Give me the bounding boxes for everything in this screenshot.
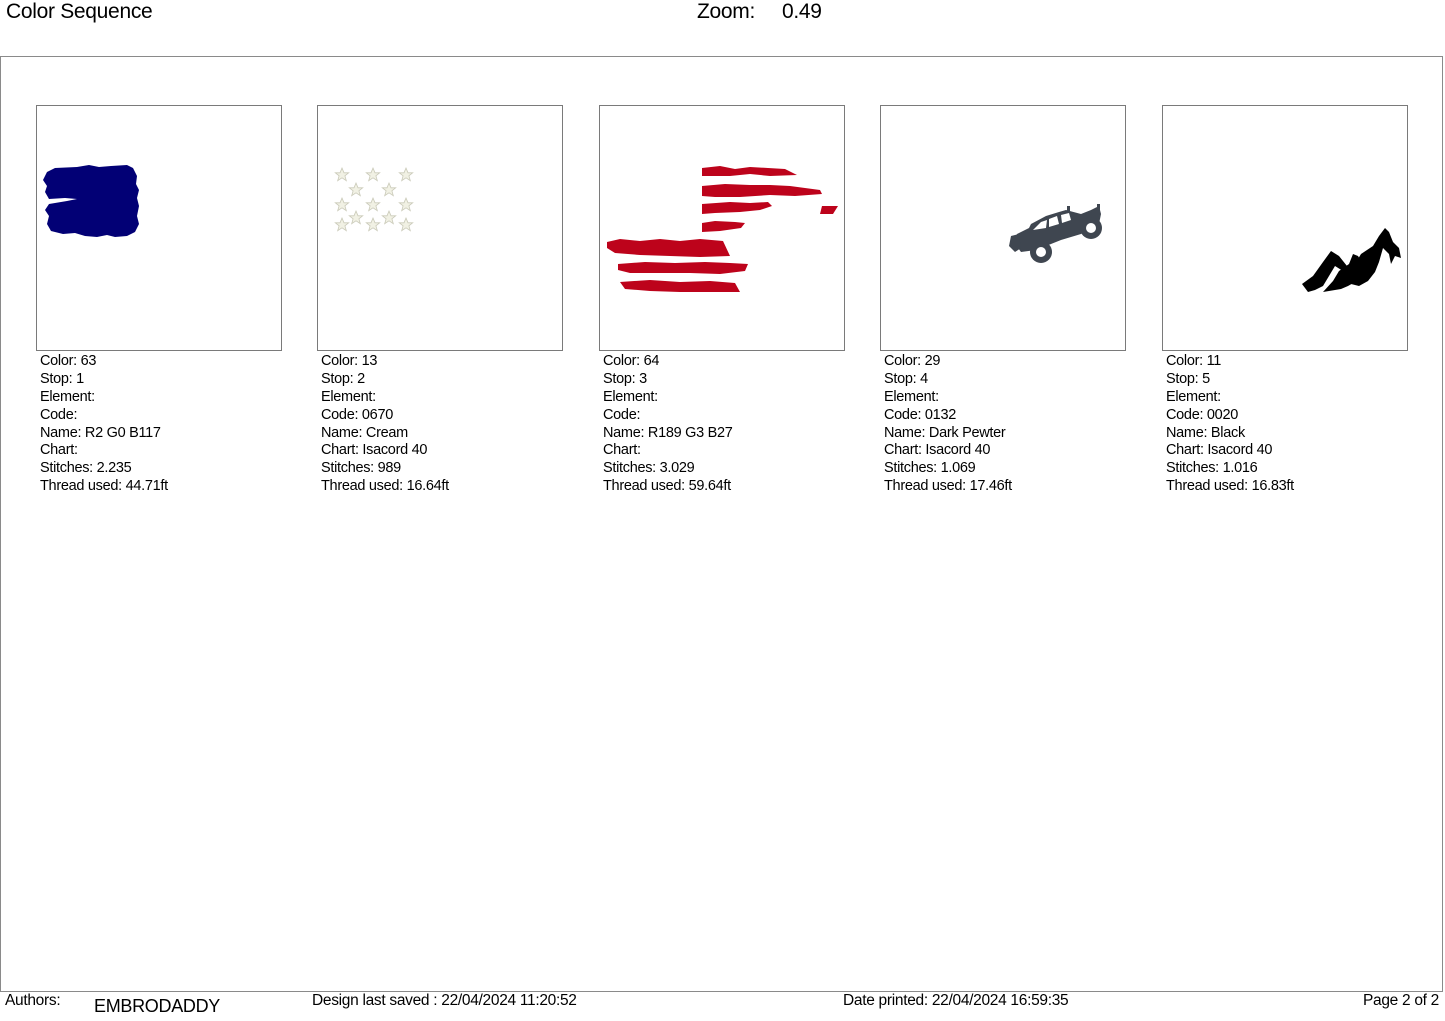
color-number: Color: 64 (603, 353, 660, 369)
cream-stars-icon (318, 106, 563, 351)
jeep-icon (881, 106, 1126, 351)
thread-used: Thread used: 17.46ft (884, 478, 1012, 495)
design-last-saved: Design last saved : 22/04/2024 11:20:52 (312, 992, 577, 1009)
thread-used: Thread used: 59.64ft (603, 478, 731, 495)
stop-number: Stop: 2 (321, 370, 365, 387)
navy-blue-field-icon (37, 106, 282, 351)
date-printed: Date printed: 22/04/2024 16:59:35 (843, 992, 1069, 1009)
element: Element: (321, 388, 376, 405)
element: Element: (40, 388, 95, 405)
thread-name: Name: Cream (321, 424, 408, 441)
element: Element: (884, 388, 939, 405)
chart: Chart: (40, 442, 78, 459)
code: Code: (40, 406, 78, 423)
color-number: Color: 29 (884, 353, 941, 369)
stitches: Stitches: 989 (321, 460, 401, 477)
thumbnail (317, 105, 563, 351)
code: Code: 0670 (321, 406, 393, 423)
color-number: Color: 13 (321, 353, 378, 369)
color-number: Color: 63 (40, 353, 97, 369)
thumbnail (880, 105, 1126, 351)
thread-used: Thread used: 44.71ft (40, 478, 168, 495)
stitches: Stitches: 1.016 (1166, 460, 1258, 477)
thread-name: Name: R189 G3 B27 (603, 424, 733, 441)
thread-name: Name: Black (1166, 424, 1245, 441)
code: Code: 0132 (884, 406, 956, 423)
thread-used: Thread used: 16.83ft (1166, 478, 1294, 495)
chart: Chart: (603, 442, 641, 459)
thumbnail (599, 105, 845, 351)
code: Code: (603, 406, 641, 423)
page-number: Page 2 of 2 (1363, 992, 1439, 1009)
thumbnail (1162, 105, 1408, 351)
red-stripes-icon (600, 106, 845, 351)
thread-name: Name: R2 G0 B117 (40, 424, 161, 441)
thread-used: Thread used: 16.64ft (321, 478, 449, 495)
code: Code: 0020 (1166, 406, 1238, 423)
color-number: Color: 11 (1166, 353, 1222, 369)
authors-label: Authors: (5, 992, 61, 1009)
stitches: Stitches: 3.029 (603, 460, 695, 477)
chart: Chart: Isacord 40 (884, 442, 991, 459)
chart: Chart: Isacord 40 (321, 442, 428, 459)
chart: Chart: Isacord 40 (1166, 442, 1273, 459)
thumbnail (36, 105, 282, 351)
zoom-value: 0.49 (782, 0, 822, 23)
page-title: Color Sequence (6, 0, 153, 23)
authors-value: EMBRODADDY (94, 996, 221, 1016)
stitches: Stitches: 1.069 (884, 460, 976, 477)
stop-number: Stop: 1 (40, 370, 84, 387)
element: Element: (603, 388, 658, 405)
stitches: Stitches: 2.235 (40, 460, 132, 477)
thread-name: Name: Dark Pewter (884, 424, 1006, 441)
element: Element: (1166, 388, 1221, 405)
stop-number: Stop: 4 (884, 370, 928, 387)
stop-number: Stop: 3 (603, 370, 647, 387)
stop-number: Stop: 5 (1166, 370, 1210, 387)
zoom-label: Zoom: (697, 0, 756, 23)
mountains-icon (1163, 106, 1408, 351)
